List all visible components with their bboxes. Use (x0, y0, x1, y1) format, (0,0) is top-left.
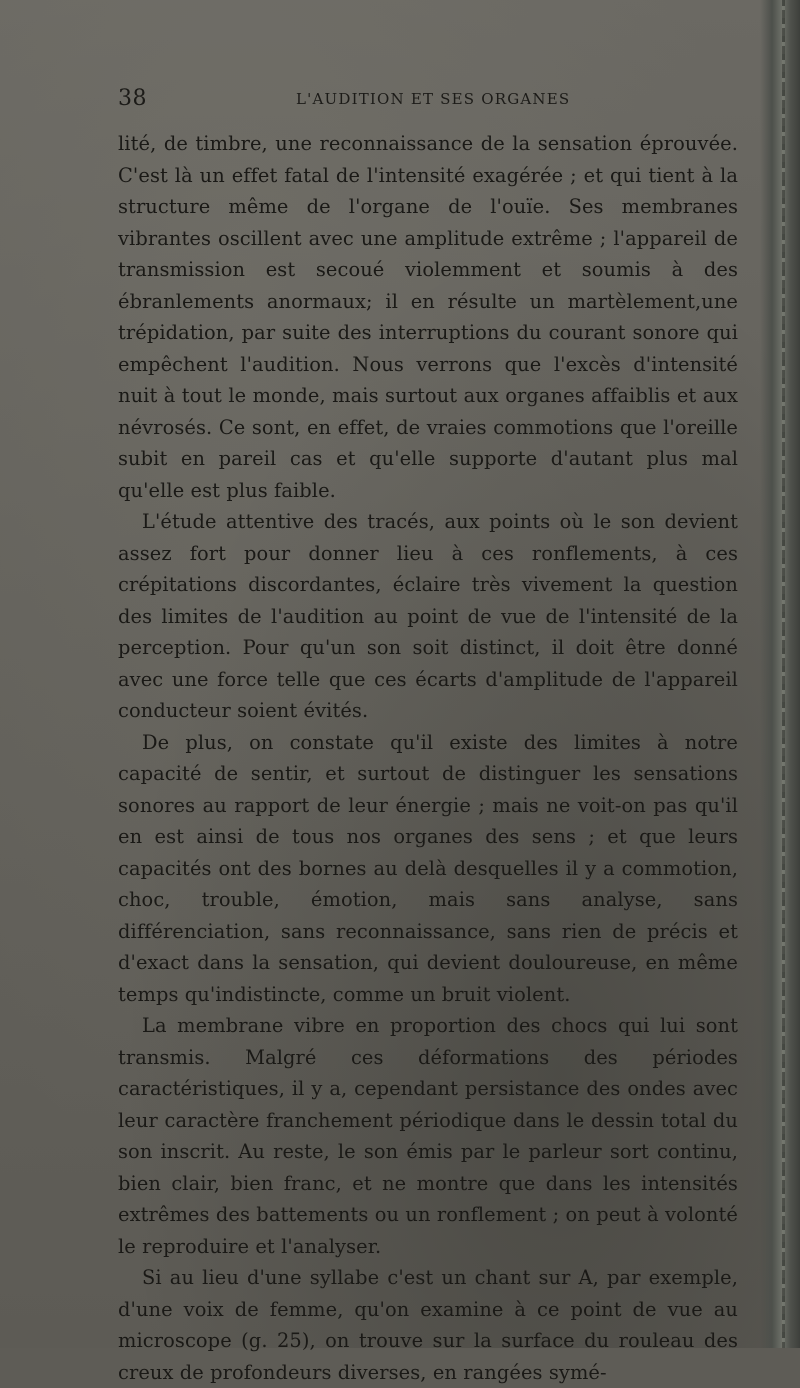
paragraph: L'étude attentive des tracés, aux points où le son devient assez fort pour donner lieu à ces ronflements, à ces crépitations discordantes, éclaire très vivement la question des limites de l'audition au point de vue de l'intensité de la perception. Pour qu'un son soit distinct, il doit être donné avec une force telle que ces écarts d'amplitude de l'appareil conducteur soient évités. (118, 510, 738, 722)
page-header (118, 86, 738, 116)
running-head: L'AUDITION ET SES ORGANES (296, 90, 571, 108)
page-number: 38 (118, 86, 147, 111)
body-text (118, 128, 738, 1388)
paragraph: lité, de timbre, une reconnaissance de la sensation éprouvée. C'est là un effet fatal de l'intensité exagérée ; et qui tient à la structure même de l'organe de l'ouïe. Ses membranes vibrantes oscillent avec une amplitude extrême ; l'appareil de transmission est secoué violemment et soumis à des ébranlements anormaux; il en résulte un martèlement,une trépidation, par suite des interruptions du courant sonore qui empêchent l'audition. Nous verrons que l'excès d'intensité nuit à tout le monde, mais surtout aux organes affaiblis et aux névrosés. Ce sont, en effet, de vraies commotions que l'oreille subit en pareil cas et qu'elle supporte d'autant plus mal qu'elle est plus faible. (118, 132, 738, 502)
page-edge-shadow (760, 0, 800, 1348)
paragraph: Si au lieu d'une syllabe c'est un chant sur A, par exemple, d'une voix de femme, qu'on examine à ce point de vue au microscope (g. 25), on trouve sur la surface du rouleau des creux de profondeurs diverses, en rangées symé- (118, 1266, 738, 1384)
paragraph: De plus, on constate qu'il existe des limites à notre capacité de sentir, et surtout de distinguer les sensations sonores au rapport de leur énergie ; mais ne voit-on pas qu'il en est ainsi de tous nos organes des sens ; et que leurs capacités ont des bornes au delà desquelles il y a commotion, choc, trouble, émotion, mais sans analyse, sans différenciation, sans reconnaissance, sans rien de précis et d'exact dans la sensation, qui devient douloureuse, en même temps qu'indistincte, comme un bruit violent. (118, 730, 738, 1006)
paragraph: La membrane vibre en proportion des chocs qui lui sont transmis. Malgré ces déformations des périodes caractéristiques, il y a, cependant persistance des ondes avec leur caractère franchement périodique dans le dessin total du son inscrit. Au reste, le son émis par le parleur sort continu, bien clair, bien franc, et ne montre que dans les intensités extrêmes des battements ou un ronflement ; on peut à volonté le reproduire et l'analyser. (118, 1014, 738, 1258)
